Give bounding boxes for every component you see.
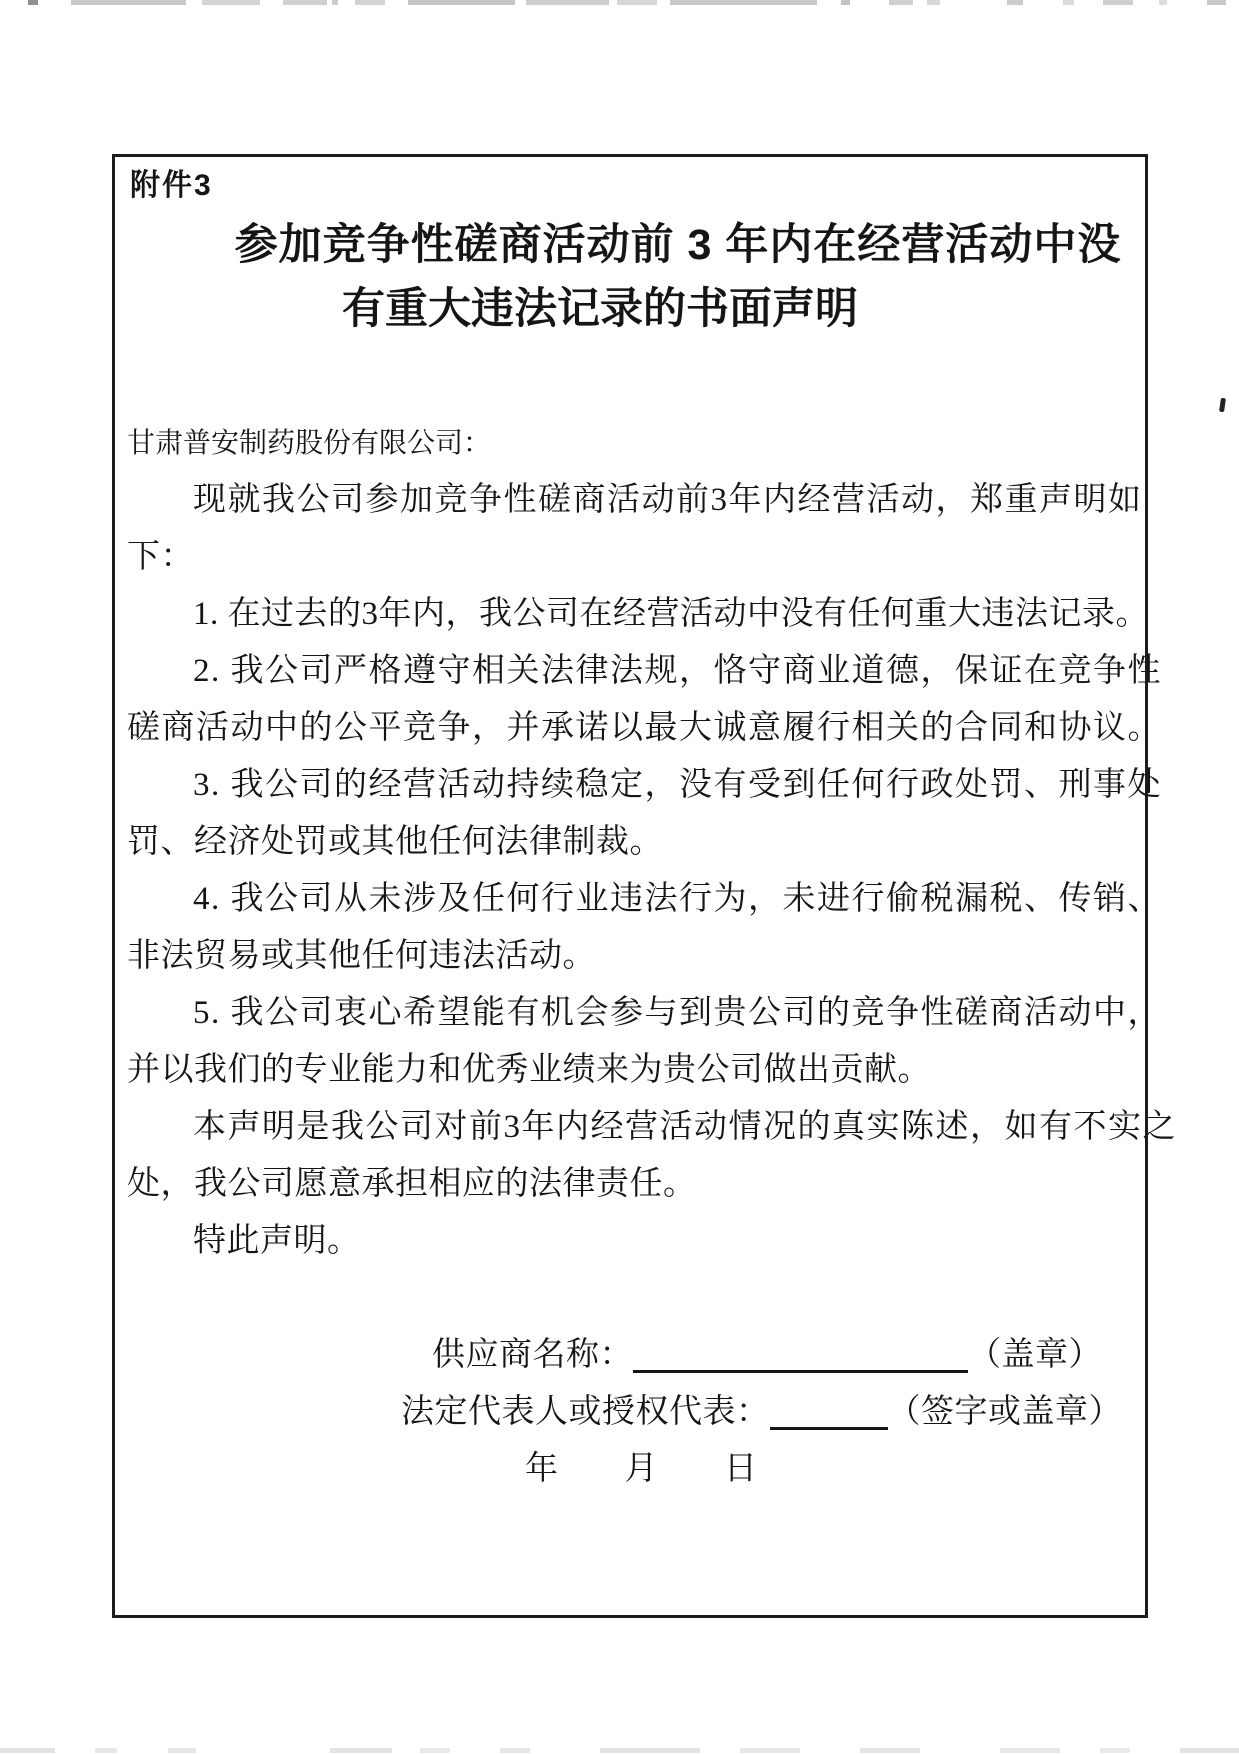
supplier-seal-note: （盖章） xyxy=(968,1337,1102,1373)
date-year-label: 年 xyxy=(525,1451,559,1487)
representative-blank xyxy=(770,1426,888,1430)
stray-ink-mark xyxy=(1219,398,1226,413)
body-line: 处，我公司愿意承担相应的法律责任。 xyxy=(127,1166,697,1202)
body-line: 5. 我公司衷心希望能有机会参与到贵公司的竞争性磋商活动中， xyxy=(193,995,1162,1031)
body-line: 并以我们的专业能力和优秀业绩来为贵公司做出贡献。 xyxy=(127,1052,931,1088)
document-border-box xyxy=(112,154,1177,1618)
document-title-line-2: 有重大违法记录的书面声明 xyxy=(342,285,858,333)
date-row xyxy=(127,1441,1128,1498)
body-line: 2. 我公司严格遵守相关法律法规，恪守商业道德，保证在竞争性 xyxy=(193,653,1162,689)
supplier-name-blank xyxy=(633,1369,968,1373)
body-line: 非法贸易或其他任何违法活动。 xyxy=(127,938,596,974)
body-line: 下： xyxy=(127,539,194,575)
document-title-line-1: 参加竞争性磋商活动前 3 年内在经营活动中没 xyxy=(234,221,1122,269)
supplier-name-label: 供应商名称： xyxy=(432,1337,633,1373)
supplier-name-row xyxy=(127,1327,1128,1384)
body-line: 特此声明。 xyxy=(193,1223,361,1259)
scan-artifact-dashes-bottom xyxy=(0,1748,1239,1754)
date-day-label: 日 xyxy=(724,1451,758,1487)
body-line: 3. 我公司的经营活动持续稳定，没有受到任何行政处罚、刑事处 xyxy=(193,767,1162,803)
salutation: 甘肃普安制药股份有限公司： xyxy=(127,428,492,459)
date-month-label: 月 xyxy=(624,1451,658,1487)
document-body xyxy=(127,415,1177,1498)
body-line: 罚、经济处罚或其他任何法律制裁。 xyxy=(127,824,663,860)
body-line: 本声明是我公司对前3年内经营活动情况的真实陈述，如有不实之 xyxy=(193,1109,1177,1145)
representative-sign-note: （签字或盖章） xyxy=(887,1394,1122,1430)
body-line: 磋商活动中的公平竞争，并承诺以最大诚意履行相关的合同和协议。 xyxy=(127,710,1162,746)
representative-row xyxy=(127,1384,1128,1441)
document-title xyxy=(115,213,1145,341)
body-line: 1. 在过去的3年内，我公司在经营活动中没有任何重大违法记录。 xyxy=(193,596,1149,632)
body-line: 现就我公司参加竞争性磋商活动前3年内经营活动，郑重声明如 xyxy=(193,482,1143,518)
scan-artifact-dashes-top xyxy=(0,0,1239,6)
body-line: 4. 我公司从未涉及任何行业违法行为，未进行偷税漏税、传销、 xyxy=(193,881,1162,917)
representative-label: 法定代表人或授权代表： xyxy=(401,1394,770,1430)
attachment-label: 附件3 xyxy=(130,169,213,202)
